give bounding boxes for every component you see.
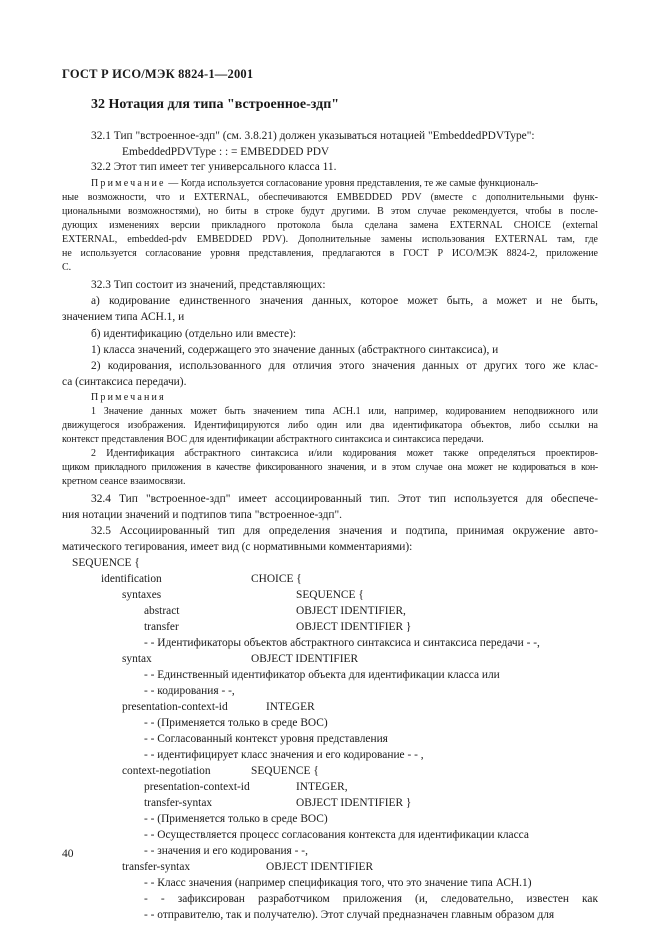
note-1-line: 1 Значение данных может быть значением типа АСН.1 или, например, кодированием неподвижного или [91, 406, 598, 417]
code-transfer-syntax: transfer-syntax [144, 797, 213, 809]
page-number: 40 [62, 848, 74, 860]
code-presentation-context-id: presentation-context-id [144, 781, 250, 793]
code-transfer-syntax-type: OBJECT IDENTIFIER } [296, 797, 412, 809]
code-choice: CHOICE { [251, 573, 302, 585]
paragraph-32-4-line: ния нотации значений и подтипов типа "встроенное-здп". [62, 509, 342, 521]
code-abstract: abstract [144, 605, 180, 617]
code-syntaxes: syntaxes [122, 589, 162, 601]
paragraph-32-2: 32.2 Этот тип имеет тег универсального класса 11. [91, 161, 337, 173]
section-title: 32 Нотация для типа "встроенное-здп" [91, 97, 340, 112]
note-label: Примечание [91, 178, 166, 189]
code-presentation-context-id-type: INTEGER [266, 701, 315, 713]
paragraph-32-1-definition: EmbeddedPDVType : : = EMBEDDED PDV [122, 146, 330, 158]
paragraph-32-3-item-2: 2) кодирования, использованного для отличия этого значения данных от других того же клас- [91, 360, 598, 372]
code-comment: - - кодирования - -, [144, 685, 235, 697]
code-context-negotiation-type: SEQUENCE { [251, 765, 319, 777]
code-presentation-context-id-type: INTEGER, [296, 781, 348, 793]
note-line: С. [62, 262, 72, 273]
paragraph-32-3-item-b: б) идентификацию (отдельно или вместе): [91, 328, 297, 340]
code-comment: - - идентифицирует класс значения и его кодирование - - , [144, 749, 424, 761]
code-transfer-syntax: transfer-syntax [122, 861, 191, 873]
paragraph-32-3-item-a: а) кодирование единственного значения данных, которое может быть, а может и не быть, [91, 295, 598, 307]
note-line: ные возможности, что и EXTERNAL, обеспечиваются EMBEDDED PDV (вместе с дополнительными функ- [62, 192, 598, 203]
code-transfer-syntax-type: OBJECT IDENTIFIER [266, 861, 374, 873]
note-2-line: щиком прикладного приложения в качестве фиксированного значения, и в этом случае она может не кодироваться в кон- [62, 462, 598, 473]
code-context-negotiation: context-negotiation [122, 765, 211, 777]
code-syntax: syntax [122, 653, 152, 665]
paragraph-32-4: 32.4 Тип "встроенное-здп" имеет ассоциированный тип. Этот тип используется для обеспече- [91, 493, 598, 505]
notes-label: Примечания [91, 392, 166, 403]
code-identification: identification [101, 573, 162, 585]
code-comment: - - Идентификаторы объектов абстрактного синтаксиса и синтаксиса передачи - -, [144, 637, 540, 649]
note-1-line: движущегося изображения. Идентифицируются либо один или два идентификатора объектов, либо ссылки на [62, 420, 598, 431]
paragraph-32-5-line: матического тегирования, имеет вид (с нормативными комментариями): [62, 541, 413, 553]
code-abstract-type: OBJECT IDENTIFIER, [296, 605, 406, 617]
note-line [91, 177, 538, 191]
note-line: EXTERNAL, embedded-pdv EMBEDDED PDV). Дополнительные замены использования EXTERNAL там, где [62, 234, 598, 245]
code-comment: - - зафиксирован разработчиком приложения (и, следовательно, известен как [144, 893, 598, 905]
code-transfer-type: OBJECT IDENTIFIER } [296, 621, 412, 633]
code-comment: - - Осуществляется процесс согласования контекста для идентификации класса [144, 829, 529, 841]
code-transfer: transfer [144, 621, 179, 633]
note-line: циональными возможностями), но биты в строке будут другими. В этом случае рекомендуется, чтобы в после- [62, 206, 598, 217]
paragraph-32-1-line: 32.1 Тип "встроенное-здп" (см. 3.8.21) должен указываться нотацией "EmbeddedPDVType": [91, 130, 535, 142]
note-1-line: контекст представления ВОС для идентификации абстрактного синтаксиса и синтаксиса передачи. [62, 434, 484, 445]
code-comment: - - Класс значения (например спецификация того, что это значение типа АСН.1) [144, 877, 532, 889]
note-line: не используется согласование уровня представления, предлагаются в ГОСТ Р ИСО/МЭК 8824-2, приложение [62, 248, 598, 259]
document-header: ГОСТ Р ИСО/МЭК 8824-1—2001 [62, 67, 254, 81]
note-line: дующих изменениях версии прикладного протокола была сделана замена EXTERNAL CHOICE (external [62, 220, 598, 231]
paragraph-32-3: 32.3 Тип состоит из значений, представляющих: [91, 279, 326, 291]
code-comment: - - (Применяется только в среде ВОС) [144, 717, 328, 729]
code-sequence-2: SEQUENCE { [296, 589, 364, 601]
paragraph-32-3-line: значением типа АСН.1, и [62, 311, 185, 323]
code-syntax-type: OBJECT IDENTIFIER [251, 653, 359, 665]
paragraph-32-3-line: са (синтаксиса передачи). [62, 376, 187, 388]
code-comment: - - значения и его кодирования - -, [144, 845, 308, 857]
paragraph-32-5: 32.5 Ассоциированный тип для определения значения и подтипа, принимая окружение авто- [91, 525, 598, 537]
paragraph-32-3-item-1: 1) класса значений, содержащего это значение данных (абстрактного синтаксиса), и [91, 344, 499, 356]
note-text: — Когда используется согласование уровня представления, те же самые функциональ- [168, 178, 539, 189]
code-sequence: SEQUENCE { [72, 557, 140, 569]
code-comment: - - (Применяется только в среде ВОС) [144, 813, 328, 825]
note-2-line: 2 Идентификация абстрактного синтаксиса и/или кодирования может также определяться проектиров- [91, 448, 598, 459]
code-presentation-context-id: presentation-context-id [122, 701, 228, 713]
code-comment: - - Согласованный контекст уровня представления [144, 733, 388, 745]
note-2-line: кретном сеансе взаимосвязи. [62, 476, 186, 487]
code-comment: - - отправителю, так и получателю). Этот случай предназначен главным образом для [144, 909, 555, 921]
code-comment: - - Единственный идентификатор объекта для идентификации класса или [144, 669, 500, 681]
